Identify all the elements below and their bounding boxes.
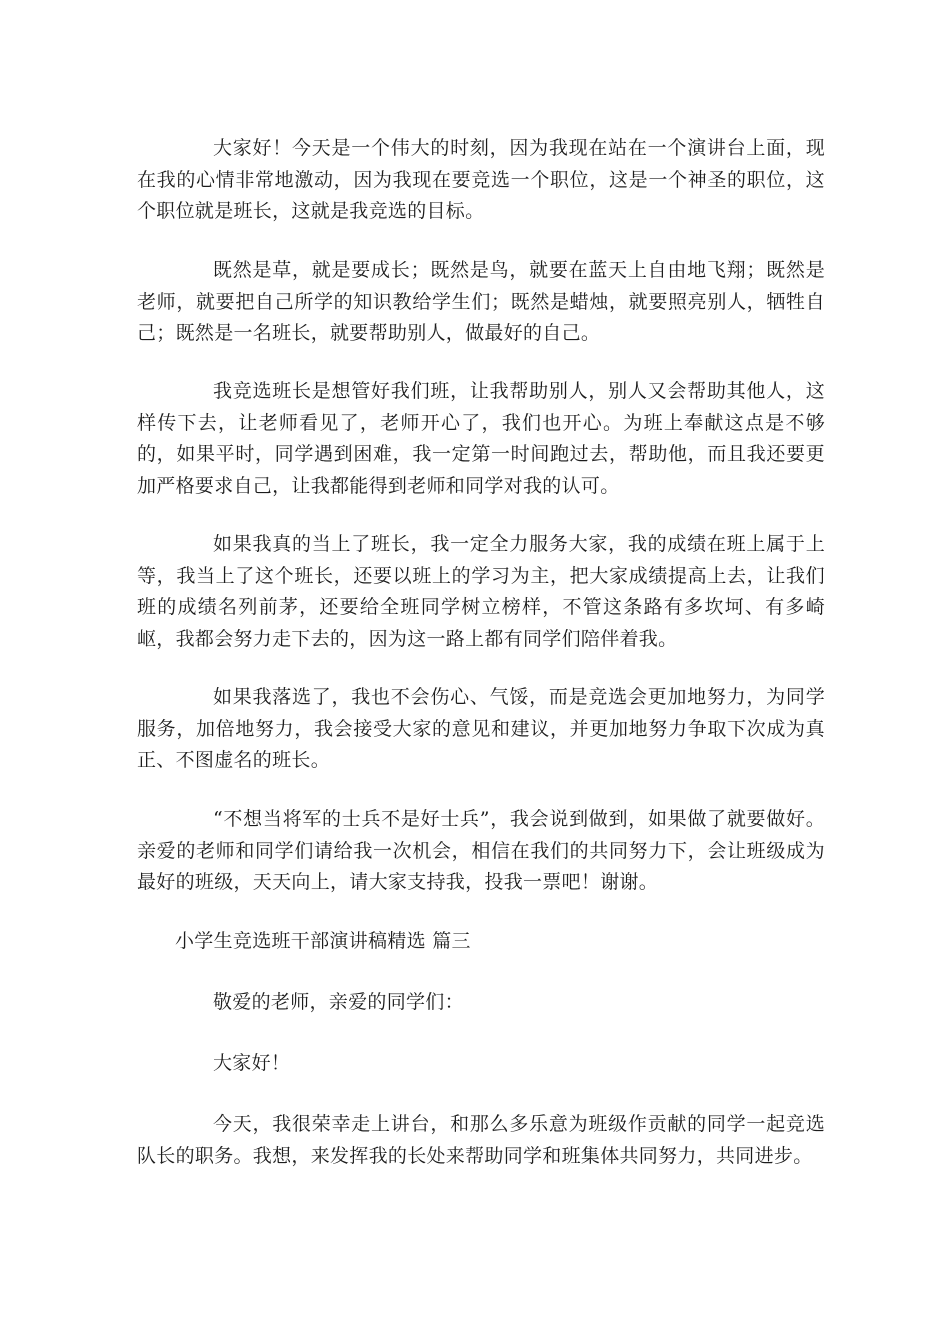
- paragraph-opening: 大家好！今天是一个伟大的时刻，因为我现在站在一个演讲台上面，现在我的心情非常地激动，因为我现在要竞选一个职位，这是一个神圣的职位，这个职位就是班长，这就是我竞选的目标。: [137, 137, 825, 222]
- paragraph-if-elected: 如果我真的当上了班长，我一定全力服务大家，我的成绩在班上属于上等，我当上了这个班长，还要以班上的学习为主，把大家成绩提高上去，让我们班的成绩名列前茅，还要给全班同学树立榜样，不管这条路有多坎坷、有多崎岖，我都会努力走下去的，因为这一路上都有同学们陪伴着我。: [137, 533, 825, 650]
- greeting: 大家好！: [213, 1052, 291, 1074]
- paragraph-motivation: 我竞选班长是想管好我们班，让我帮助别人，别人又会帮助其他人，这样传下去，让老师看见了，老师开心了，我们也开心。为班上奉献这点是不够的，如果平时，同学遇到困难，我一定第一时间跑过去，帮助他，而且我还要更加严格要求自己，让我都能得到老师和同学对我的认可。: [137, 380, 825, 497]
- section-title: 小学生竞选班干部演讲稿精选 篇三: [175, 930, 471, 952]
- salutation: 敬爱的老师，亲爱的同学们：: [213, 991, 464, 1013]
- paragraph-if-not-elected: 如果我落选了，我也不会伤心、气馁，而是竞选会更加地努力，为同学服务，加倍地努力，我会接受大家的意见和建议，并更加地努力争取下次成为真正、不图虚名的班长。: [137, 686, 825, 771]
- paragraph-metaphors: 既然是草，就是要成长；既然是鸟，就要在蓝天上自由地飞翔；既然是老师，就要把自己所学的知识教给学生们；既然是蜡烛，就要照亮别人，牺牲自己；既然是一名班长，就要帮助别人，做最好的自己。: [137, 259, 825, 344]
- paragraph-introduction: 今天，我很荣幸走上讲台，和那么多乐意为班级作贡献的同学一起竞选队长的职务。我想，来发挥我的长处来帮助同学和班集体共同努力，共同进步。: [137, 1113, 825, 1167]
- paragraph-conclusion: “不想当将军的士兵不是好士兵”，我会说到做到，如果做了就要做好。亲爱的老师和同学们请给我一次机会，相信在我们的共同努力下，会让班级成为最好的班级，天天向上，请大家支持我，投我一票吧！谢谢。: [137, 808, 825, 893]
